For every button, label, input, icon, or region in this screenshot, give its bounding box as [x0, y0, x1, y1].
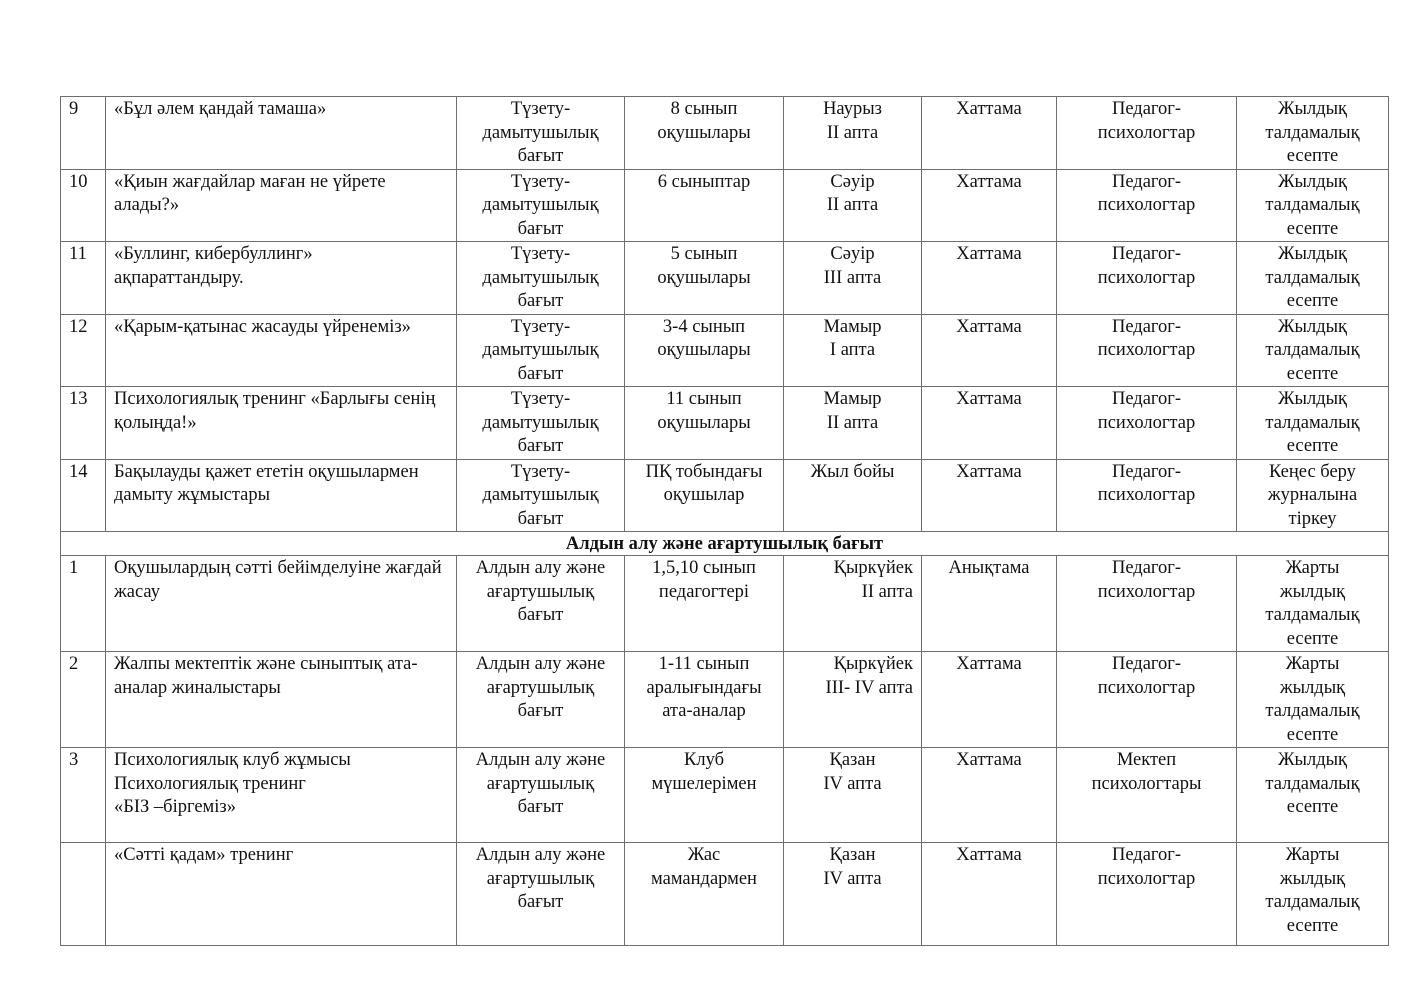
row-number: 9 — [61, 97, 106, 170]
form-cell: Хаттама — [922, 748, 1057, 843]
form-cell: Анықтама — [922, 556, 1057, 652]
row-number: 2 — [61, 652, 106, 748]
direction-cell: Алдын алу және ағартушылық бағыт — [457, 748, 625, 843]
responsible-cell: Педагог- психологтар — [1057, 97, 1237, 170]
report-cell: Жылдық талдамалық есепте — [1237, 314, 1389, 387]
event-name: Жалпы мектептік және сыныптық ата-аналар жиналыстары — [106, 652, 457, 748]
date-cell: Мамыр II апта — [784, 387, 922, 460]
work-plan-table — [60, 96, 1389, 946]
table-row — [61, 314, 1389, 387]
table-row — [61, 97, 1389, 170]
event-name: Психологиялық тренинг «Барлығы сенің қолыңда!» — [106, 387, 457, 460]
form-cell: Хаттама — [922, 652, 1057, 748]
responsible-cell: Педагог- психологтар — [1057, 242, 1237, 315]
row-number: 13 — [61, 387, 106, 460]
table-row — [61, 556, 1389, 652]
direction-cell: Түзету- дамытушылық бағыт — [457, 97, 625, 170]
responsible-cell: Педагог- психологтар — [1057, 314, 1237, 387]
report-cell: Жарты жылдық талдамалық есепте — [1237, 556, 1389, 652]
responsible-cell: Педагог- психологтар — [1057, 556, 1237, 652]
responsible-cell: Педагог- психологтар — [1057, 652, 1237, 748]
event-name: Психологиялық клуб жұмысы Психологиялық тренинг «БІЗ –біргеміз» — [106, 748, 457, 843]
form-cell: Хаттама — [922, 459, 1057, 532]
date-cell: Мамыр I апта — [784, 314, 922, 387]
table-row — [61, 459, 1389, 532]
event-name: «Бұл әлем қандай тамаша» — [106, 97, 457, 170]
report-cell: Жылдық талдамалық есепте — [1237, 97, 1389, 170]
responsible-cell: Педагог- психологтар — [1057, 843, 1237, 946]
table-row — [61, 169, 1389, 242]
form-cell: Хаттама — [922, 387, 1057, 460]
direction-cell: Алдын алу және ағартушылық бағыт — [457, 652, 625, 748]
audience-cell: Клуб мүшелерімен — [625, 748, 784, 843]
event-name: «Қиын жағдайлар маған не үйрете алады?» — [106, 169, 457, 242]
event-name: «Сәтті қадам» тренинг — [106, 843, 457, 946]
event-name: Бақылауды қажет ететін оқушылармен дамыту жұмыстары — [106, 459, 457, 532]
event-name: «Қарым-қатынас жасауды үйренеміз» — [106, 314, 457, 387]
table-row — [61, 748, 1389, 843]
date-cell: Қазан IV апта — [784, 748, 922, 843]
form-cell: Хаттама — [922, 314, 1057, 387]
direction-cell: Алдын алу және ағартушылық бағыт — [457, 843, 625, 946]
date-cell: Наурыз II апта — [784, 97, 922, 170]
responsible-cell: Педагог- психологтар — [1057, 459, 1237, 532]
event-name: «Буллинг, кибербуллинг» ақпараттандыру. — [106, 242, 457, 315]
audience-cell: 5 сынып оқушылары — [625, 242, 784, 315]
direction-cell: Түзету- дамытушылық бағыт — [457, 314, 625, 387]
report-cell: Кеңес беру журналына тіркеу — [1237, 459, 1389, 532]
audience-cell: 3-4 сынып оқушылары — [625, 314, 784, 387]
audience-cell: 1,5,10 сынып педагогтері — [625, 556, 784, 652]
row-number: 1 — [61, 556, 106, 652]
direction-cell: Түзету- дамытушылық бағыт — [457, 169, 625, 242]
date-cell: Қыркүйек II апта — [784, 556, 922, 652]
direction-cell: Түзету- дамытушылық бағыт — [457, 242, 625, 315]
date-cell: Қыркүйек III- IV апта — [784, 652, 922, 748]
section-title: Алдын алу және ағартушылық бағыт — [61, 532, 1389, 556]
direction-cell: Түзету- дамытушылық бағыт — [457, 387, 625, 460]
direction-cell: Алдын алу және ағартушылық бағыт — [457, 556, 625, 652]
date-cell: Жыл бойы — [784, 459, 922, 532]
date-cell: Сәуір III апта — [784, 242, 922, 315]
form-cell: Хаттама — [922, 169, 1057, 242]
row-number — [61, 843, 106, 946]
table-row — [61, 652, 1389, 748]
audience-cell: 8 сынып оқушылары — [625, 97, 784, 170]
row-number: 12 — [61, 314, 106, 387]
audience-cell: 11 сынып оқушылары — [625, 387, 784, 460]
table-row — [61, 843, 1389, 946]
form-cell: Хаттама — [922, 97, 1057, 170]
report-cell: Жылдық талдамалық есепте — [1237, 242, 1389, 315]
responsible-cell: Мектеп психологтары — [1057, 748, 1237, 843]
responsible-cell: Педагог- психологтар — [1057, 169, 1237, 242]
date-cell: Сәуір II апта — [784, 169, 922, 242]
audience-cell: ПҚ тобындағы оқушылар — [625, 459, 784, 532]
row-number: 10 — [61, 169, 106, 242]
report-cell: Жылдық талдамалық есепте — [1237, 748, 1389, 843]
table-row — [61, 242, 1389, 315]
event-name: Оқушылардың сәтті бейімделуіне жағдай жасау — [106, 556, 457, 652]
row-number: 3 — [61, 748, 106, 843]
form-cell: Хаттама — [922, 843, 1057, 946]
audience-cell: 6 сыныптар — [625, 169, 784, 242]
row-number: 11 — [61, 242, 106, 315]
section-header-row — [61, 532, 1389, 556]
report-cell: Жарты жылдық талдамалық есепте — [1237, 843, 1389, 946]
audience-cell: Жас мамандармен — [625, 843, 784, 946]
direction-cell: Түзету- дамытушылық бағыт — [457, 459, 625, 532]
row-number: 14 — [61, 459, 106, 532]
report-cell: Жарты жылдық талдамалық есепте — [1237, 652, 1389, 748]
table-row — [61, 387, 1389, 460]
report-cell: Жылдық талдамалық есепте — [1237, 387, 1389, 460]
responsible-cell: Педагог- психологтар — [1057, 387, 1237, 460]
date-cell: Қазан IV апта — [784, 843, 922, 946]
audience-cell: 1-11 сынып аралығындағы ата-аналар — [625, 652, 784, 748]
form-cell: Хаттама — [922, 242, 1057, 315]
report-cell: Жылдық талдамалық есепте — [1237, 169, 1389, 242]
